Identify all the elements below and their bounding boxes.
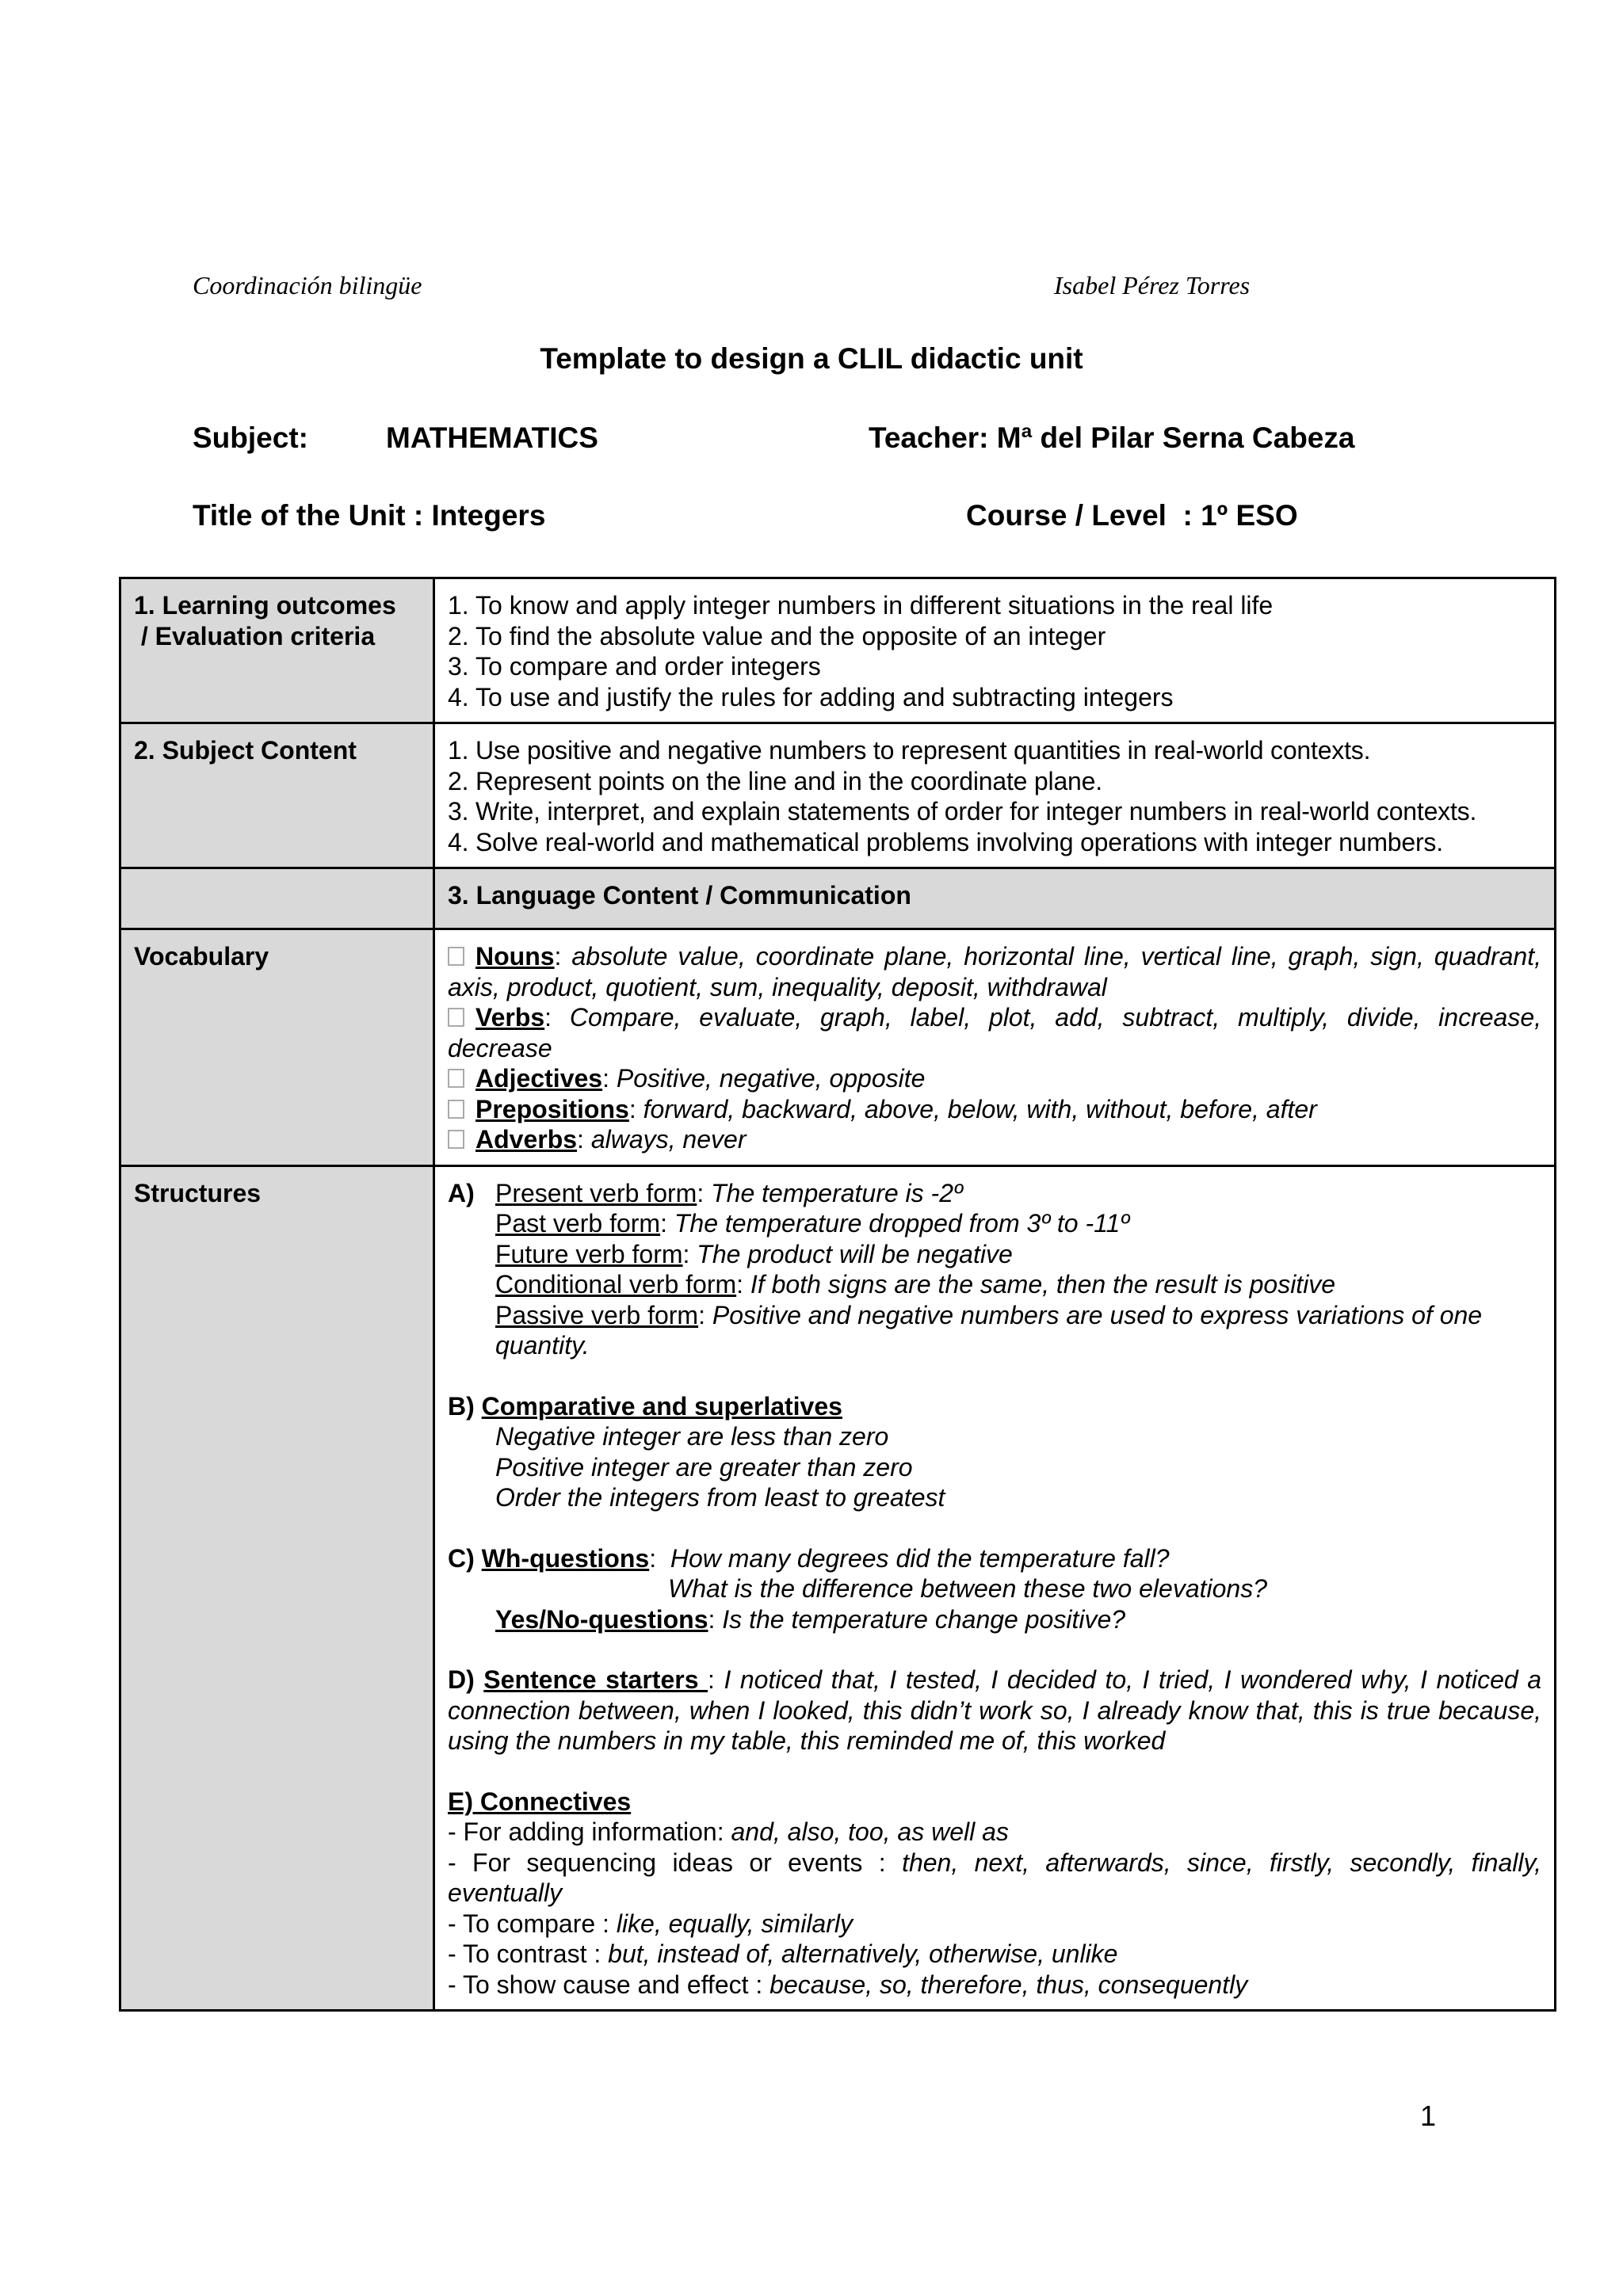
connective-item xyxy=(448,1848,1541,1909)
verb-form: Passive verb form: Positive and negative numbers are used to express variations of one quantity. xyxy=(495,1300,1483,1360)
connective-prefix: - For sequencing ideas or events : xyxy=(448,1848,903,1877)
verb-form-example: The product will be negative xyxy=(697,1239,1013,1268)
comparative-example: Negative integer are less than zero xyxy=(495,1422,889,1451)
connective-prefix: - To compare : xyxy=(448,1909,617,1938)
list-item: 3. To compare and order integers xyxy=(448,652,821,681)
checkbox-icon xyxy=(448,947,464,966)
adverbs-label: Adverbs xyxy=(475,1125,578,1154)
verb-form: Future verb form: The product will be negative xyxy=(495,1239,1013,1268)
course-level: Course / Level : 1º ESO xyxy=(966,499,1298,532)
unit-table xyxy=(119,577,1556,2012)
adverbs-text: always, never xyxy=(590,1125,747,1154)
learning-outcomes-label xyxy=(120,578,434,723)
sentence-starters-text: I noticed that, I tested, I decided to, I tried, I wondered why, I noticed a connection between, when I looked, this didn’t work so, I already know that, this is true because, using the numbers in my table, this reminded me of, this worked xyxy=(448,1665,1542,1755)
prepositions-entry: Prepositions: forward, backward, above, below, with, without, before, after xyxy=(448,1094,1541,1125)
adverbs-entry: Adverbs: always, never xyxy=(448,1124,1541,1155)
yes-no-questions-title: Yes/No-questions xyxy=(495,1604,708,1634)
list-item: 2. Represent points on the line and in the coordinate plane. xyxy=(448,766,1102,795)
learning-label-line-2: / Evaluation criteria xyxy=(134,621,376,650)
connective-text: because, so, therefore, thus, consequently xyxy=(769,1970,1248,1999)
list-item: 2. To find the absolute value and the opposite of an integer xyxy=(448,621,1106,650)
connective-prefix: - To show cause and effect : xyxy=(448,1970,770,1999)
comparatives-block xyxy=(448,1391,1541,1513)
connective-item xyxy=(448,1909,1541,1939)
connective-prefix: - To contrast : xyxy=(448,1939,609,1968)
unit-title: Title of the Unit : Integers xyxy=(193,499,546,532)
prepositions-label: Prepositions xyxy=(475,1094,629,1123)
wh-question-example: How many degrees did the temperature fall? xyxy=(670,1543,1170,1573)
questions-block: C) Wh-questions: How many degrees did the temperature fall? What is the difference between these two elevations? Yes/No-questions: Is the temperature change positive? xyxy=(448,1543,1541,1635)
subject-value: MATHEMATICS xyxy=(386,421,598,454)
subject-content-content xyxy=(434,723,1556,868)
checkbox-icon xyxy=(448,1008,464,1027)
header-left: Coordinación bilingüe xyxy=(193,271,422,299)
verb-forms-block xyxy=(448,1178,1541,1361)
section-b-marker: B) xyxy=(448,1391,475,1421)
connective-item xyxy=(448,1970,1541,2000)
document-title: Template to design a CLIL didactic unit xyxy=(540,342,1083,375)
connectives-block xyxy=(448,1787,1541,2000)
checkbox-icon xyxy=(448,1130,464,1149)
language-content-row xyxy=(120,868,1556,929)
empty-label-cell xyxy=(120,868,434,929)
verb-form-example: If both signs are the same, then the result is positive xyxy=(750,1270,1336,1299)
list-item: 1. Use positive and negative numbers to represent quantities in real-world contexts. xyxy=(448,736,1371,765)
verb-form-label: Past verb form xyxy=(495,1209,661,1238)
comparative-example: Positive integer are greater than zero xyxy=(495,1452,913,1482)
section-c-marker: C) xyxy=(448,1543,475,1573)
subject-label: Subject: xyxy=(193,421,308,454)
verb-form-example: The temperature dropped from 3º to -11º xyxy=(674,1209,1130,1238)
comparative-example: Order the integers from least to greatest xyxy=(495,1483,945,1512)
structures-label: Structures xyxy=(120,1165,434,2011)
verb-form-label: Passive verb form xyxy=(495,1300,699,1329)
adjectives-text: Positive, negative, opposite xyxy=(616,1064,926,1093)
page-number: 1 xyxy=(1420,2100,1437,2132)
header-right: Isabel Pérez Torres xyxy=(1054,271,1251,299)
teacher: Teacher: Mª del Pilar Serna Cabeza xyxy=(869,421,1355,454)
connective-prefix: - For adding information: xyxy=(448,1817,731,1846)
learning-label-line-1: 1. Learning outcomes xyxy=(134,591,396,620)
connective-item xyxy=(448,1817,1541,1848)
list-item: 4. Solve real-world and mathematical problems involving operations with integer numbers. xyxy=(448,827,1443,856)
verb-form: Present verb form: The temperature is -2º xyxy=(495,1178,963,1207)
yes-no-question-example: Is the temperature change positive? xyxy=(722,1604,1126,1634)
adjectives-entry: Adjectives: Positive, negative, opposite xyxy=(448,1063,1541,1094)
vocabulary-row xyxy=(120,929,1556,1166)
verbs-entry: Verbs: Compare, evaluate, graph, label, plot, add, subtract, multiply, divide, increase, decrease xyxy=(448,1003,1542,1062)
vocabulary-label: Vocabulary xyxy=(120,929,434,1166)
connective-text: then, next, afterwards, since, firstly, secondly, finally, eventually xyxy=(448,1848,1542,1907)
checkbox-icon xyxy=(448,1100,464,1119)
learning-outcomes-row xyxy=(120,578,1556,723)
verb-form-label: Present verb form xyxy=(495,1178,697,1207)
list-item: 4. To use and justify the rules for adding and subtracting integers xyxy=(448,682,1174,711)
verb-form-example: The temperature is -2º xyxy=(711,1178,963,1207)
adjectives-label: Adjectives xyxy=(475,1064,603,1093)
wh-questions-title: Wh-questions xyxy=(481,1543,650,1573)
list-item: 3. Write, interpret, and explain statements of order for integer numbers in real-world contexts. xyxy=(448,797,1477,826)
verb-form-label: Conditional verb form xyxy=(495,1270,737,1299)
checkbox-icon xyxy=(448,1069,464,1088)
language-content-heading: 3. Language Content / Communication xyxy=(434,868,1556,929)
connective-item xyxy=(448,1939,1541,1970)
sentence-starters-block: D) Sentence starters : I noticed that, I tested, I decided to, I tried, I wondered why, I noticed a connection between, when I looked, this didn’t work so, I already know that, this is true because, using the numbers in my table, this reminded me of, this worked xyxy=(448,1665,1542,1755)
comparatives-title: Comparative and superlatives xyxy=(481,1391,842,1421)
list-item: 1. To know and apply integer numbers in different situations in the real life xyxy=(448,591,1274,620)
section-d-marker: D) xyxy=(448,1665,475,1694)
structures-content xyxy=(434,1165,1556,2011)
verb-form-example: Positive and negative numbers are used to express variations of one quantity. xyxy=(495,1300,1483,1360)
connective-text: like, equally, similarly xyxy=(616,1909,853,1938)
nouns-label: Nouns xyxy=(475,942,555,971)
verbs-label: Verbs xyxy=(475,1003,545,1032)
sentence-starters-title: Sentence starters xyxy=(483,1665,708,1694)
connectives-title: E) Connectives xyxy=(448,1787,632,1816)
vocabulary-content xyxy=(434,929,1556,1166)
verb-form-label: Future verb form xyxy=(495,1239,683,1268)
section-a-marker: A) xyxy=(448,1178,475,1207)
learning-outcomes-content xyxy=(434,578,1556,723)
verb-form: Conditional verb form: If both signs are the same, then the result is positive xyxy=(495,1270,1336,1299)
prepositions-text: forward, backward, above, below, with, without, before, after xyxy=(643,1094,1317,1123)
structures-row xyxy=(120,1165,1556,2011)
connective-text: but, instead of, alternatively, otherwise, unlike xyxy=(608,1939,1118,1968)
nouns-entry: Nouns: absolute value, coordinate plane, horizontal line, vertical line, graph, sign, quadrant, axis, product, quotient, sum, inequality, deposit, withdrawal xyxy=(448,942,1542,1001)
wh-question-example: What is the difference between these two elevations? xyxy=(668,1574,1267,1603)
verbs-text: Compare, evaluate, graph, label, plot, add, subtract, multiply, divide, increase, decrease xyxy=(448,1003,1542,1062)
nouns-text: absolute value, coordinate plane, horizontal line, vertical line, graph, sign, quadrant, axis, product, quotient, sum, inequality, deposit, withdrawal xyxy=(448,942,1542,1001)
subject-content-label: 2. Subject Content xyxy=(120,723,434,868)
verb-form: Past verb form: The temperature dropped from 3º to -11º xyxy=(495,1209,1130,1238)
connective-text: and, also, too, as well as xyxy=(731,1817,1009,1846)
subject-content-row xyxy=(120,723,1556,868)
